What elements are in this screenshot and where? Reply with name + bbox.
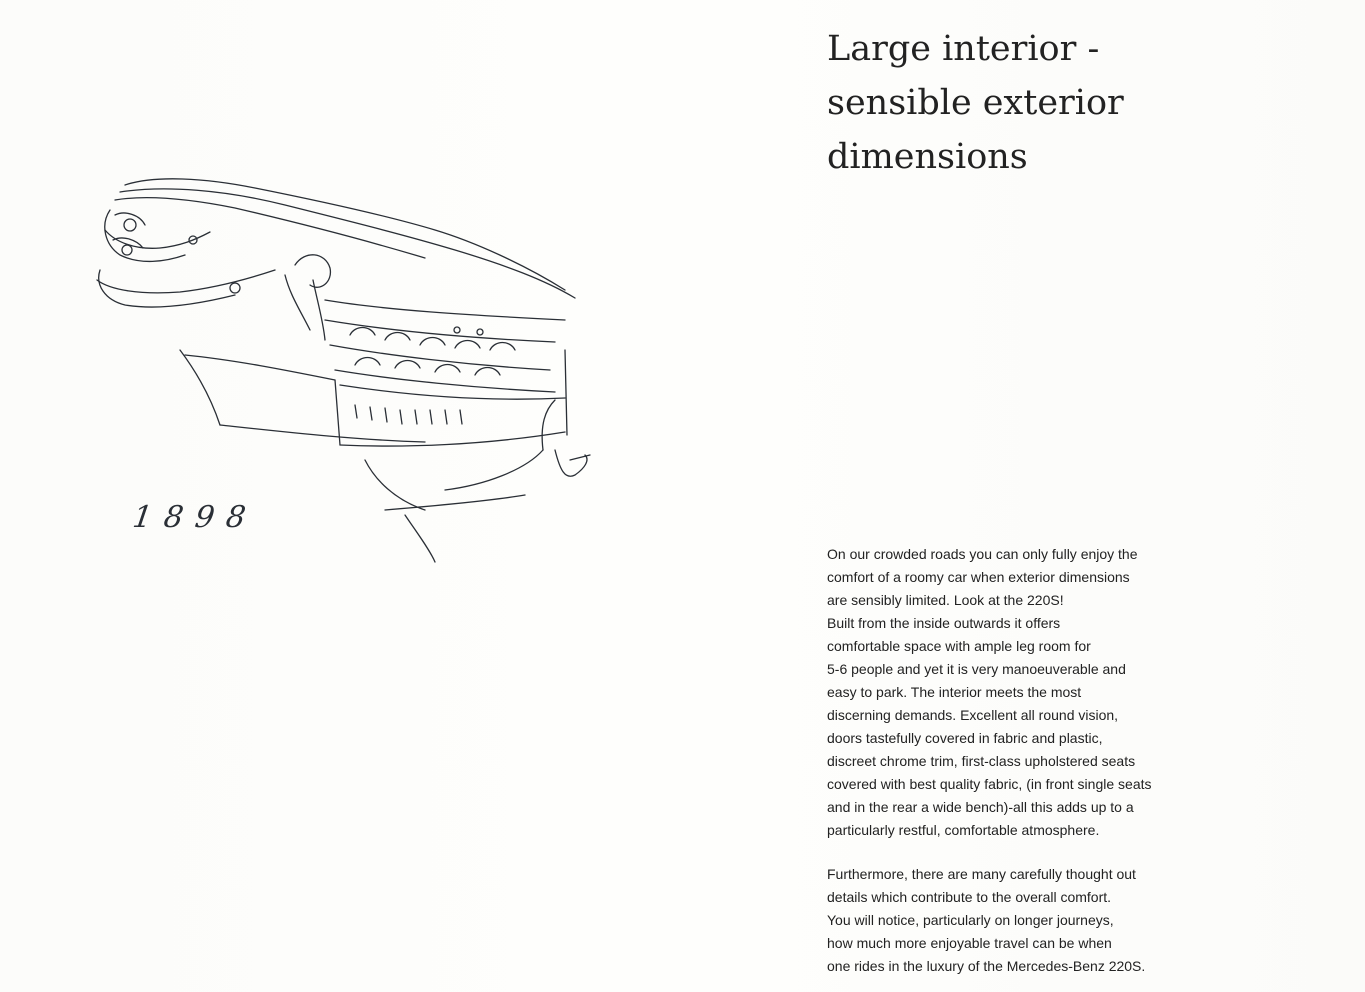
text-line: are sensibly limited. Look at the 220S! bbox=[827, 592, 1064, 608]
text-line: Built from the inside outwards it offers bbox=[827, 615, 1061, 631]
text-line: On our crowded roads you can only fully enjoy the bbox=[827, 546, 1138, 562]
text-line: doors tastefully covered in fabric and plastic, bbox=[827, 730, 1103, 746]
text-line: and in the rear a wide bench)-all this adds up to a bbox=[827, 799, 1134, 815]
headline-line-1: Large interior - bbox=[827, 29, 1100, 69]
text-line: easy to park. The interior meets the most bbox=[827, 684, 1082, 700]
text-line: discreet chrome trim, first-class upholstered seats bbox=[827, 753, 1136, 769]
text-line: one rides in the luxury of the Mercedes-Benz 220S. bbox=[827, 958, 1146, 974]
text-line: discerning demands. Excellent all round vision, bbox=[827, 707, 1119, 723]
text-line: You will notice, particularly on longer journeys, bbox=[827, 912, 1114, 928]
body-paragraph-2 bbox=[827, 863, 1172, 978]
text-line: Furthermore, there are many carefully thought out bbox=[827, 866, 1136, 882]
page-headline bbox=[827, 22, 1227, 184]
body-copy bbox=[827, 543, 1172, 978]
text-line: 5-6 people and yet it is very manoeuverable and bbox=[827, 661, 1126, 677]
text-line: how much more enjoyable travel can be when bbox=[827, 935, 1112, 951]
text-line: comfortable space with ample leg room for bbox=[827, 638, 1091, 654]
body-paragraph-1 bbox=[827, 543, 1172, 842]
text-line: covered with best quality fabric, (in front single seats bbox=[827, 776, 1152, 792]
text-line: details which contribute to the overall comfort. bbox=[827, 889, 1112, 905]
headline-line-3: dimensions bbox=[827, 137, 1028, 177]
headline-line-2: sensible exterior bbox=[827, 83, 1124, 123]
text-line: comfort of a roomy car when exterior dimensions bbox=[827, 569, 1130, 585]
sketch-year-label: 1898 bbox=[130, 500, 260, 535]
text-line: particularly restful, comfortable atmosphere. bbox=[827, 822, 1100, 838]
